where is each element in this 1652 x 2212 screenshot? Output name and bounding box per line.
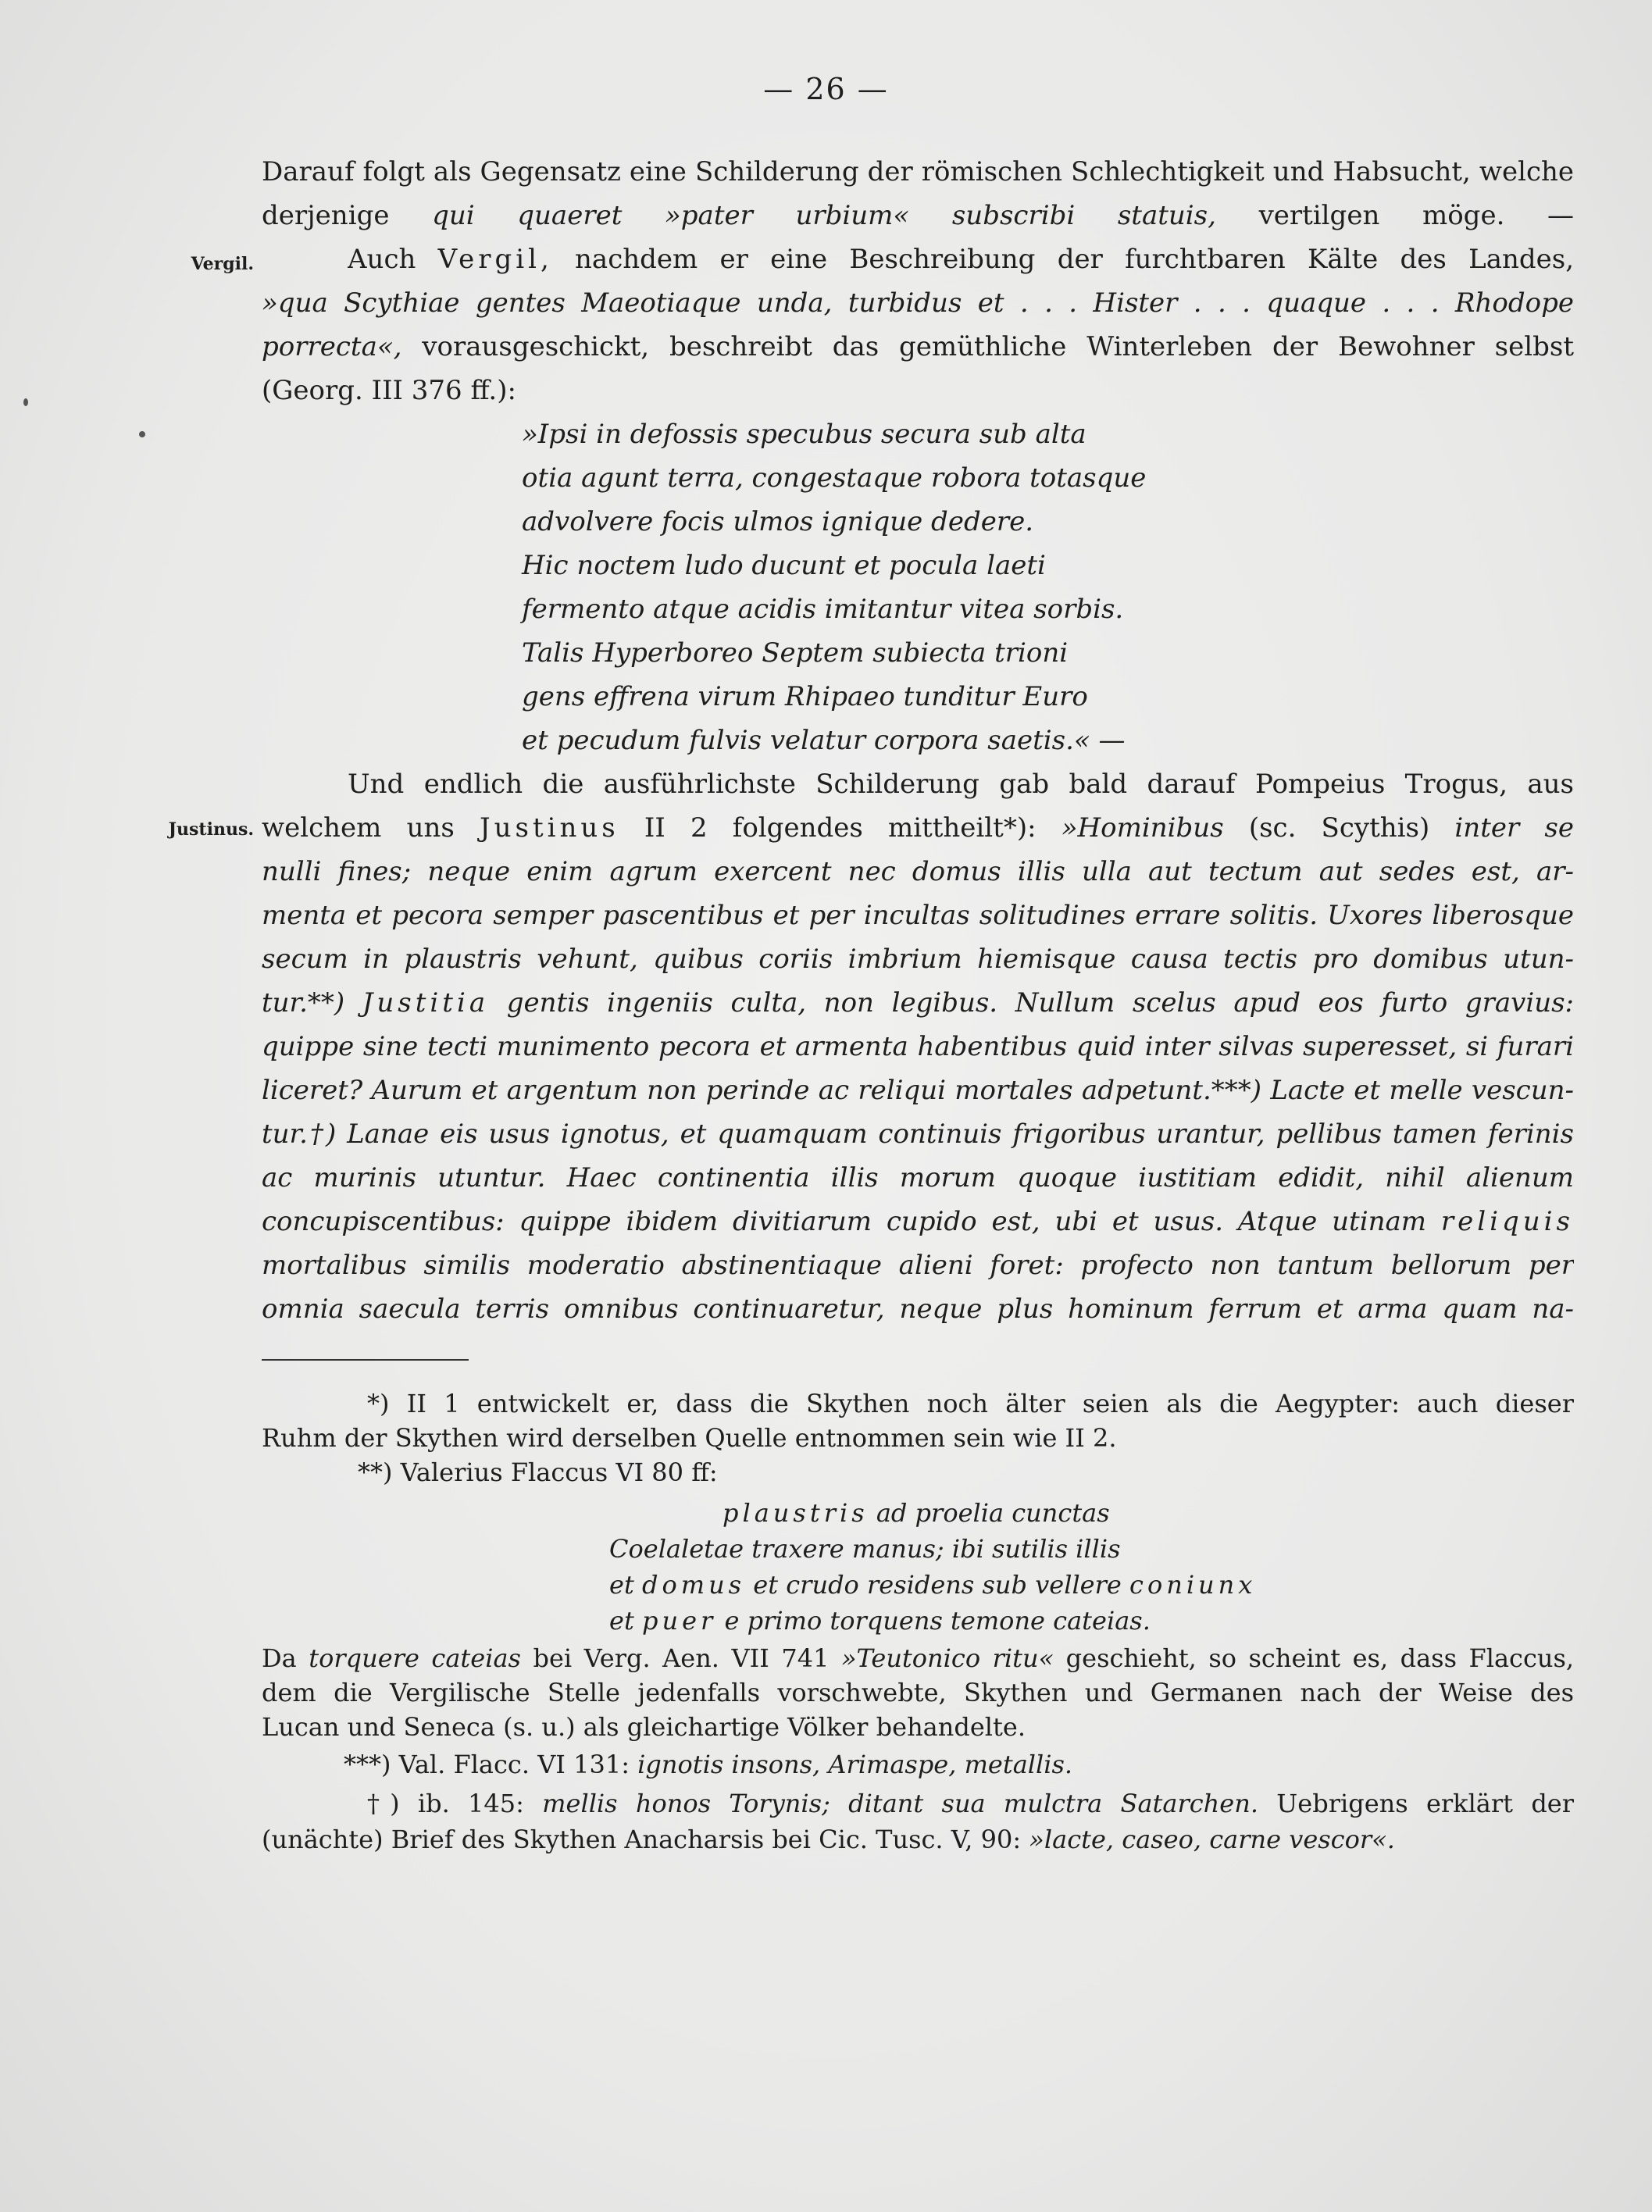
latin-quote: »lacte, caseo, carne vescor«.: [1029, 1825, 1395, 1854]
text-line: [262, 1242, 1574, 1289]
latin-quote: nulli fines; neque enim agrum exercent nec domus illis ulla aut tectum aut sedes est, ar-: [262, 856, 1574, 887]
footnote-text: Da: [262, 1643, 297, 1673]
footnote-line: [262, 1820, 1574, 1859]
footnote-verse-line: [723, 1493, 1110, 1532]
text-run: II 2 folgendes mittheilt*):: [644, 812, 1037, 844]
footnote-text: †) ib. 145:: [367, 1789, 524, 1818]
latin-quote: omnia saecula terris omnibus continuaretur, neque plus hominum ferrum et arma quam na-: [262, 1293, 1574, 1325]
spaced-word: coniunx: [1129, 1570, 1257, 1600]
text-line: [262, 1198, 1574, 1245]
text-line: [262, 892, 1574, 939]
footnote-verse-line: [609, 1601, 1151, 1640]
latin-quote: mellis honos Torynis; ditant sua mulctra Satarchen.: [542, 1789, 1259, 1818]
verse-line: gens effrena virum Rhipaeo tunditur Euro: [522, 681, 1088, 712]
verse-line: otia agunt terra, congestaque robora totasque: [522, 462, 1147, 494]
text-line: [262, 1286, 1574, 1333]
footnote-text: Uebrigens erklärt der: [1276, 1789, 1574, 1818]
spaced-word: domus: [641, 1570, 746, 1600]
scan-speck: [139, 431, 145, 437]
spaced-word: plaustris: [723, 1498, 869, 1528]
footnote-text: *) II 1 entwickelt er, dass die Skythen noch älter seien als die Aegypter: auch dieser: [367, 1389, 1574, 1418]
footnote-text: Lucan und Seneca (s. u.) als gleichartige Völker behandelte.: [262, 1712, 1026, 1742]
text-line: [262, 1154, 1574, 1201]
text-line: [262, 148, 1574, 195]
footnote-line: [262, 1418, 1574, 1457]
footnote-text: geschieht, so scheint es, dass Flaccus,: [1065, 1643, 1574, 1673]
text-run: vorausgeschickt, beschreibt das gemüthliche Winterleben der Bewohner selbst: [422, 331, 1574, 362]
text-line: [262, 323, 1574, 370]
spaced-name: Vergil,: [437, 244, 553, 275]
verse-line: Talis Hyperboreo Septem subiecta trioni: [522, 637, 1069, 669]
footnote-line: [358, 1453, 1652, 1492]
latin-quote: tur.**): [262, 987, 345, 1019]
margin-note-vergil: Vergil.: [191, 254, 254, 274]
scan-speck: [23, 398, 28, 406]
text-line: [262, 979, 1574, 1026]
footnote-line: [344, 1745, 1652, 1784]
text-line: [262, 805, 1574, 851]
footnote-text: ad proelia cunctas: [876, 1498, 1110, 1528]
latin-quote: gentis ingeniis culta, non legibus. Nullum scelus apud eos furto gravius:: [506, 987, 1574, 1019]
latin-quote: ac murinis utuntur. Haec continentia illis morum quoque iustitiam edidit, nihil alienum: [262, 1162, 1574, 1193]
footnote-line: [367, 1384, 1574, 1423]
footnote-text: et: [609, 1570, 634, 1600]
spaced-word: puer: [641, 1606, 717, 1636]
latin-quote: »Hominibus: [1061, 812, 1224, 844]
verse-line: »Ipsi in defossis specubus secura sub alta: [522, 419, 1086, 450]
latin-quote: »qua Scythiae gentes Maeotiaque unda, turbidus et . . . Hister . . . quaque . . . Rhodope: [262, 287, 1574, 319]
latin-quote: torquere cateias: [309, 1643, 521, 1673]
text-run: Darauf folgt als Gegensatz eine Schilderung der römischen Schlechtigkeit und Habsucht, welche: [262, 156, 1574, 187]
latin-quote: secum in plaustris vehunt, quibus coriis imbrium hiemisque causa tectis pro domibus utun-: [262, 944, 1574, 975]
text-run: Auch: [348, 244, 416, 275]
latin-quote: menta et pecora semper pascentibus et per incultas solitudines errare solitis. Uxores liberosque: [262, 900, 1574, 931]
footnote-text: (unächte) Brief des Skythen Anacharsis bei Cic. Tusc. V, 90:: [262, 1825, 1022, 1854]
text-line: [348, 236, 1574, 283]
latin-quote: ignotis insons, Arimaspe, metallis.: [637, 1750, 1073, 1779]
footnote-text: et: [609, 1606, 634, 1636]
latin-quote: tur.†) Lanae eis usus ignotus, et quamquam continuis frigoribus urantur, pellibus tamen ferinis: [262, 1118, 1574, 1150]
footnote-text: ***) Val. Flacc. VI 131:: [344, 1750, 630, 1779]
footnote-line: [262, 1639, 1574, 1678]
text-run: Und endlich die ausführlichste Schilderung gab bald darauf Pompeius Trogus, aus: [348, 769, 1574, 800]
text-line: [262, 280, 1574, 326]
text-line: [262, 848, 1574, 895]
text-run: nachdem er eine Beschreibung der furchtbaren Kälte des Landes,: [575, 244, 1574, 275]
text-run: vertilgen möge. —: [1258, 200, 1574, 231]
latin-quote: quippe sine tecti munimento pecora et armenta habentibus quid inter silvas superesset, si furari: [262, 1031, 1574, 1062]
latin-quote: liceret? Aurum et argentum non perinde ac reliqui mortales adpetunt.***) Lacte et melle vescun-: [262, 1075, 1574, 1106]
footnote-text: et crudo residens sub vellere: [753, 1570, 1122, 1600]
footnote-verse-line: [609, 1565, 1256, 1604]
text-run: welchem uns: [262, 812, 455, 844]
text-line: [262, 1067, 1574, 1114]
footnote-text: **) Valerius Flaccus VI 80 ff:: [358, 1457, 718, 1487]
footnote-text: bei Verg. Aen. VII 741: [533, 1643, 830, 1673]
margin-note-justinus: Justinus.: [168, 819, 254, 840]
spaced-name: Justinus: [479, 812, 619, 844]
latin-quote: mortalibus similis moderatio abstinentiaque alieni foret: profecto non tantum bellorum per: [262, 1250, 1574, 1281]
verse-line: fermento atque acidis imitantur vitea sorbis.: [522, 594, 1124, 625]
footnote-text: Ruhm der Skythen wird derselben Quelle entnommen sein wie II 2.: [262, 1423, 1117, 1453]
latin-quote: inter se: [1454, 812, 1574, 844]
text-run: derjenige: [262, 200, 390, 231]
text-line: [348, 761, 1574, 808]
text-line: [262, 1111, 1574, 1158]
footnote-text: dem die Vergilische Stelle jedenfalls vorschwebte, Skythen und Germanen nach der Weise des: [262, 1678, 1574, 1707]
spaced-word: Justitia: [362, 987, 490, 1019]
footnote-line: [367, 1784, 1574, 1823]
text-line: [262, 1023, 1574, 1070]
footnote-rule: [262, 1359, 469, 1361]
footnote-line: [262, 1673, 1574, 1712]
text-run: (sc. Scythis): [1248, 812, 1430, 844]
footnote-line: [262, 1707, 1574, 1746]
footnote-text: e primo torquens temone cateias.: [724, 1606, 1151, 1636]
footnote-text: Coelaletae traxere manus; ibi sutilis illis: [609, 1534, 1121, 1564]
latin-quote: »Teutonico ritu«: [840, 1643, 1054, 1673]
latin-quote: concupiscentibus: quippe ibidem divitiarum cupido est, ubi et usus. Atque utinam: [262, 1206, 1427, 1237]
text-line: [262, 936, 1574, 983]
latin-quote: qui quaeret »pater urbium« subscribi statuis,: [432, 200, 1216, 231]
citation: (Georg. III 376 ff.):: [262, 375, 516, 406]
footnote-verse-line: [609, 1529, 1121, 1568]
page-number: — 26 —: [763, 72, 889, 106]
latin-quote: porrecta«,: [262, 331, 402, 362]
text-line: [262, 192, 1574, 239]
verse-line: Hic noctem ludo ducunt et pocula laeti: [522, 550, 1046, 581]
text-line: [262, 367, 1574, 414]
spaced-word: reliquis: [1440, 1206, 1574, 1237]
verse-line: advolvere focis ulmos ignique dedere.: [522, 506, 1034, 537]
verse-line: et pecudum fulvis velatur corpora saetis.« —: [522, 725, 1126, 756]
